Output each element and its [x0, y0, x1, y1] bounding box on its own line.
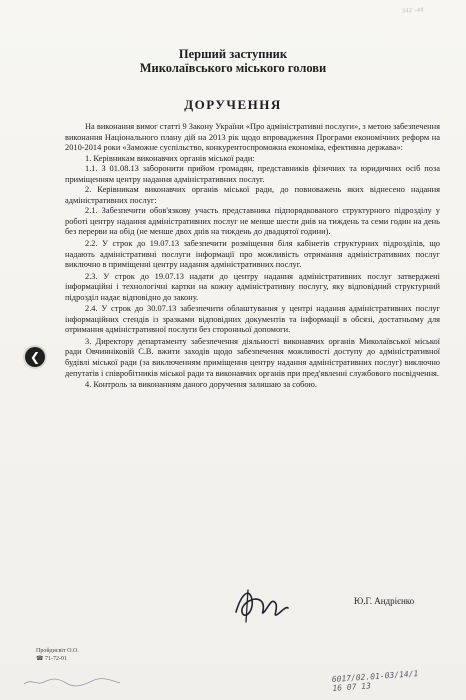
executor-phone: ☎ 71-72-01: [36, 656, 67, 662]
paragraph-2-3: 2.3. У строк до 19.07.13 надати до центру надання адміністративних послуг затверджені інформаційні і технологічні картки на кожну адміністративну послугу, яку відповідний структурний підрозділ надає відповідно до закону.: [65, 271, 440, 302]
header-organization: Миколаївського міського голови: [139, 61, 327, 75]
paragraph-1-1: 1.1. З 01.08.13 заборонити прийом громадян, представників фізичних та юридичних осіб поза приміщенням центру надання адміністративних послуг.: [65, 164, 440, 184]
paragraph-2-1: 2.1. Забезпечити обов'язкову участь представника підпорядкованого структурного підрозділу у роботі центру надання адміністративних послуг не менше шести днів на тиждень та семи годин на день без перерви на обід (не менше двох днів на тиждень до двадцятої години).: [65, 206, 440, 237]
handwritten-reg-number: 6017/02.01-03/14/1: [331, 668, 419, 685]
signer-name: Ю.Г. Андрієнко: [354, 596, 415, 606]
executor-name: Пройдисвіт О.О.: [36, 648, 79, 654]
header-position: Перший заступник: [178, 47, 288, 61]
paragraph-3: 3. Директору департаменту забезпечення діяльності виконавчих органів Миколаївської міської ради Овчинніковій С.В. вжити заходів щодо забезпечення можливості доступу до адміністративної будівлі міської ради (за виключенням приміщення центру надання адміністративних послуг) виключно депутатів і співробітників міської ради та виконавчих органів при пред'явленні службового посвідчення.: [65, 336, 440, 378]
paragraph-4: 4. Контроль за виконанням даного доручення залишаю за собою.: [85, 380, 317, 390]
handwritten-registration: [331, 669, 419, 693]
paragraph-2-2: 2.2. У строк до 19.07.13 забезпечити розміщення біля кабінетів структурних підрозділів, що надають адміністративні послуги інформації про можливість отримання адміністративних послуг виключно в приміщенні центру надання адміністративних послуг.: [65, 239, 440, 270]
handwritten-signature: [232, 582, 292, 626]
bottom-scribble: [22, 676, 122, 688]
document-header: [0, 47, 466, 75]
document-body: [65, 122, 440, 391]
previous-page-button[interactable]: ❮: [25, 347, 45, 367]
document-title: ДОРУЧЕННЯ: [184, 97, 282, 112]
registration-stamp: 342 -48: [401, 7, 425, 15]
paragraph-intro: На виконання вимог статті 9 Закону України «Про адміністративні послуги», з метою забезпечення виконання Національного плану дій на 2013 рік щодо впровадження Програми економічних реформ на 2010-2014 роки «Заможне суспільство, конкурентоспроможна економіка, ефективна держава»:: [65, 122, 440, 153]
handwritten-reg-date: 16 07 13: [332, 681, 372, 694]
executor-info: [36, 647, 79, 663]
paragraph-2-4: 2.4. У строк до 30.07.13 забезпечити облаштування у центрі надання адміністративних послуг інформаційних стендів із зразками відповідних документів та інформації в обсязі, достатньому для отримання адміністративної послуги без сторонньої допомоги.: [65, 304, 440, 335]
paragraph-1: 1. Керівникам виконавчих органів міської ради:: [85, 153, 255, 163]
paragraph-2: 2. Керівникам виконавчих органів міської ради, до повноважень яких віднесено надання адміністративних послуг:: [65, 185, 440, 205]
